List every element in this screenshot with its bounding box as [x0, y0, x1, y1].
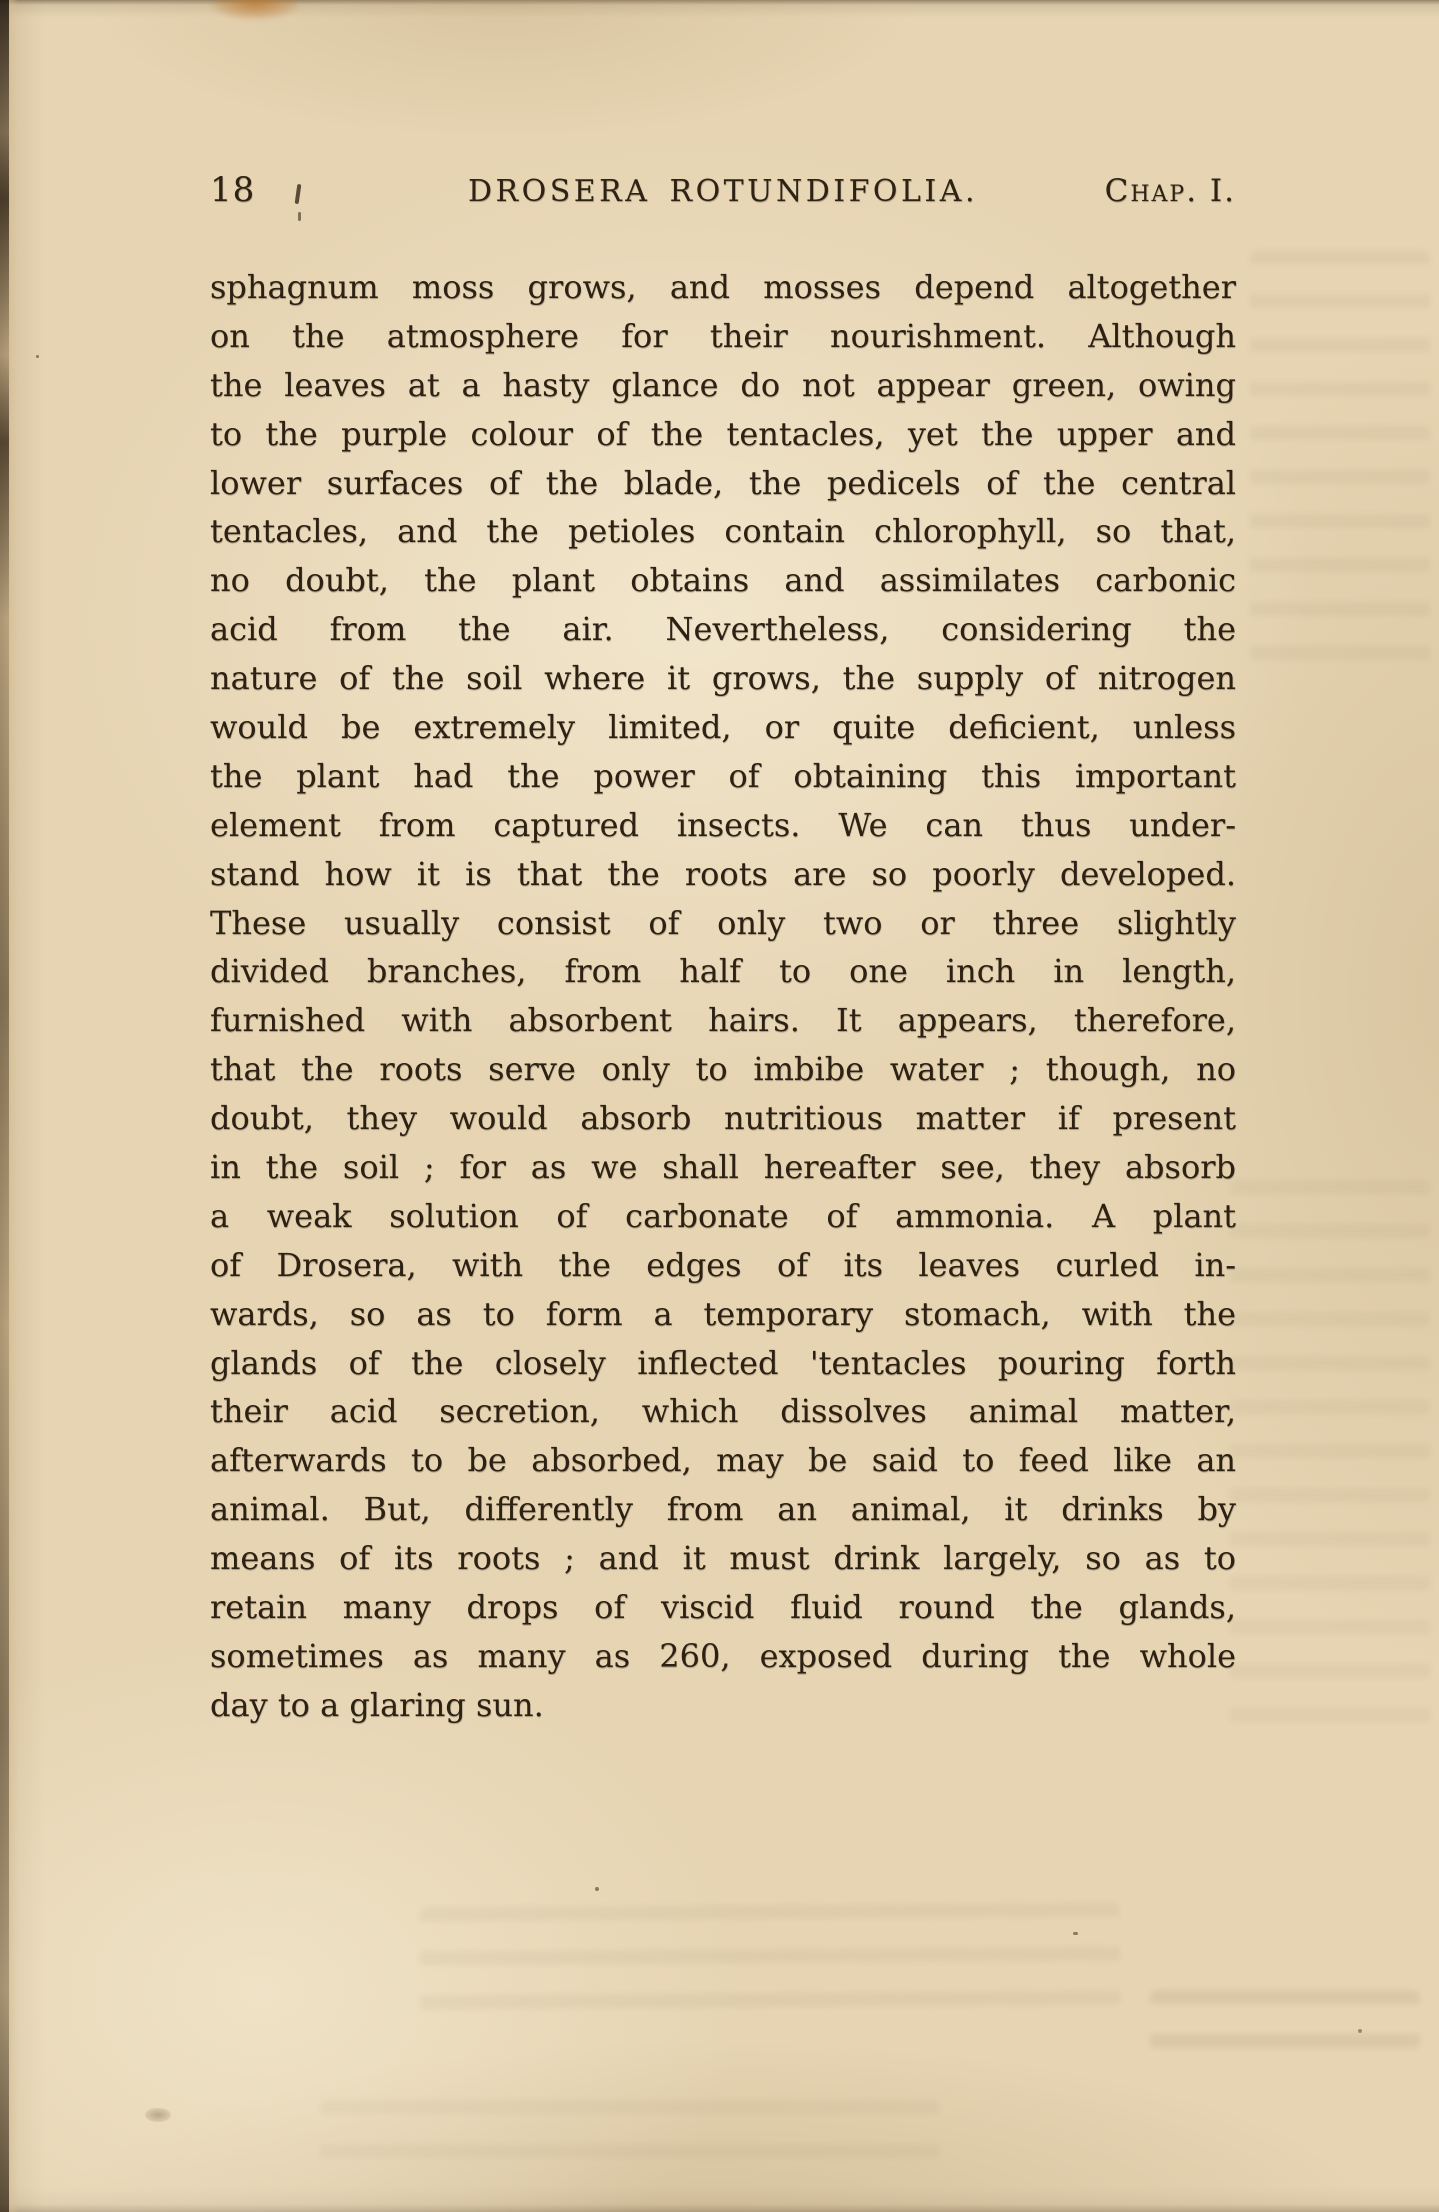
body-text-line: a weak solution of carbonate of ammonia. A plant — [210, 1196, 1236, 1235]
body-text-line: to the purple colour of the tentacles, yet the upper and — [210, 414, 1236, 453]
body-text-line: stand how it is that the roots are so poorly developed. — [210, 854, 1236, 893]
paper-stain — [210, 0, 300, 20]
body-text-line: afterwards to be absorbed, may be said to feed like an — [210, 1441, 1236, 1480]
body-text-line: that the roots serve only to imbibe water ; though, no — [210, 1050, 1236, 1089]
running-head — [210, 170, 1236, 210]
body-text-line: glands of the closely inflected 'tentacles pouring forth — [210, 1343, 1236, 1382]
page-number: 18 — [210, 170, 256, 210]
paper-speck — [595, 1887, 599, 1891]
body-text-line: acid from the air. Nevertheless, considering the — [210, 610, 1236, 649]
body-text-line: wards, so as to form a temporary stomach, with the — [210, 1294, 1236, 1333]
body-text-line: doubt, they would absorb nutritious matter if present — [210, 1099, 1236, 1138]
chapter-label: Chap. I. — [1104, 173, 1236, 209]
body-text-line: of Drosera, with the edges of its leaves curled in- — [210, 1245, 1236, 1284]
body-text-line: animal. But, differently from an animal, it drinks by — [210, 1490, 1236, 1529]
body-text-line: lower surfaces of the blade, the pedicels of the central — [210, 463, 1236, 502]
running-title: DROSERA ROTUNDIFOLIA. — [468, 174, 978, 209]
body-text-line: their acid secretion, which dissolves animal matter, — [210, 1392, 1236, 1431]
body-text-line: furnished with absorbent hairs. It appears, therefore, — [210, 1001, 1236, 1040]
body-text-line: day to a glaring sun. — [210, 1685, 544, 1724]
body-text-line: in the soil ; for as we shall hereafter see, they absorb — [210, 1148, 1236, 1187]
body-text-line: means of its roots ; and it must drink largely, so as to — [210, 1539, 1236, 1578]
body-text-line: no doubt, the plant obtains and assimilates carbonic — [210, 561, 1236, 600]
page-bleedthrough — [420, 1903, 1121, 2018]
page-bleedthrough — [320, 2100, 940, 2170]
body-text-block — [210, 263, 1236, 1730]
body-text-line: the plant had the power of obtaining this important — [210, 756, 1236, 795]
page-bleedthrough — [1230, 1180, 1430, 1740]
body-text-line: tentacles, and the petioles contain chlorophyll, so that, — [210, 512, 1236, 551]
paper-smudge — [145, 2108, 171, 2122]
body-text-line: would be extremely limited, or quite deficient, unless — [210, 708, 1236, 747]
page-left-edge-shadow — [0, 0, 9, 2212]
body-text-line: These usually consist of only two or three slightly — [210, 903, 1236, 942]
body-text-line: retain many drops of viscid fluid round the glands, — [210, 1588, 1236, 1627]
paper-speck — [36, 355, 39, 358]
page-bleedthrough — [1250, 250, 1430, 670]
body-text-line: on the atmosphere for their nourishment. Although — [210, 316, 1236, 355]
body-text-line: nature of the soil where it grows, the supply of nitrogen — [210, 659, 1236, 698]
page-bleedthrough — [1150, 1990, 1420, 2050]
body-text-line: the leaves at a hasty glance do not appear green, owing — [210, 365, 1236, 404]
body-text-line: sphagnum moss grows, and mosses depend altogether — [210, 268, 1236, 306]
page-left-edge-highlight — [9, 0, 19, 2212]
body-text-line: sometimes as many as 260, exposed during the whole — [210, 1636, 1236, 1675]
body-text-line: divided branches, from half to one inch in length, — [210, 952, 1236, 991]
body-text-line: element from captured insects. We can thus under- — [210, 805, 1236, 844]
ink-mark — [298, 212, 301, 221]
